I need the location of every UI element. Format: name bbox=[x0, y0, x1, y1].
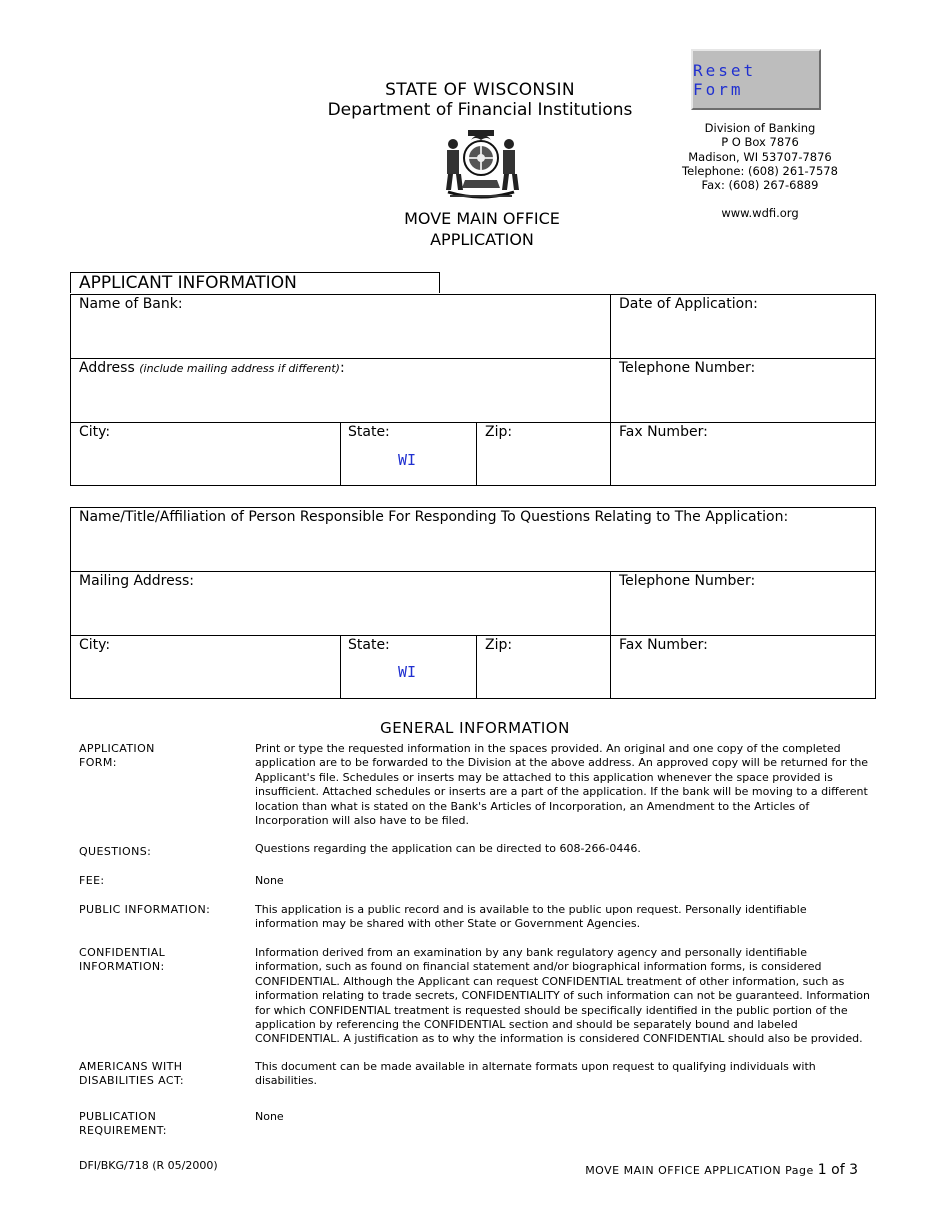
reset-form-button[interactable] bbox=[691, 49, 821, 110]
fax-number-field[interactable]: Fax Number: bbox=[619, 424, 708, 440]
contact-telephone-field[interactable]: Telephone Number: bbox=[619, 573, 756, 589]
website-link[interactable]: www.wdfi.org bbox=[721, 206, 799, 220]
date-of-application-field[interactable]: Date of Application: bbox=[619, 296, 758, 312]
contact-fax: Fax: (608) 267-6889 bbox=[701, 178, 819, 193]
contact-person-table bbox=[70, 507, 876, 699]
divider bbox=[70, 571, 876, 572]
address-note: (include mailing address if different) bbox=[139, 362, 340, 375]
department-title: Department of Financial Institutions bbox=[327, 100, 633, 120]
contact-state-field[interactable]: WI bbox=[398, 663, 417, 681]
telephone-number-field[interactable]: Telephone Number: bbox=[619, 360, 756, 376]
city-line: Madison, WI 53707-7876 bbox=[688, 149, 832, 164]
gi-text-public-information: This application is a public record and is available to the public upon request. Personally identifiable information may be shared with other State or Government Agencies. bbox=[255, 903, 807, 931]
divider bbox=[70, 422, 876, 423]
address-field[interactable] bbox=[79, 360, 345, 376]
po-box: P O Box 7876 bbox=[721, 135, 799, 150]
zip-field[interactable]: Zip: bbox=[485, 424, 513, 440]
divider bbox=[476, 635, 477, 699]
gi-label-fee: FEE: bbox=[79, 874, 105, 887]
gi-text-questions: Questions regarding the application can be directed to 608-266-0446. bbox=[255, 842, 641, 855]
divider bbox=[70, 635, 876, 636]
divider bbox=[610, 294, 611, 486]
contact-fax-field[interactable]: Fax Number: bbox=[619, 637, 708, 653]
contact-block bbox=[660, 121, 860, 192]
general-information-heading: GENERAL INFORMATION bbox=[380, 719, 570, 737]
divider bbox=[340, 422, 341, 486]
divider bbox=[476, 422, 477, 486]
applicant-table bbox=[70, 294, 876, 486]
form-title-line2: APPLICATION bbox=[430, 230, 534, 249]
contact-zip-field[interactable]: Zip: bbox=[485, 637, 513, 653]
state-field[interactable]: WI bbox=[398, 451, 417, 469]
reset-form-label: Reset Form bbox=[693, 60, 757, 99]
gi-label-application-form: APPLICATION FORM: bbox=[79, 742, 155, 769]
state-label: State: bbox=[348, 424, 390, 440]
state-title: STATE OF WISCONSIN bbox=[385, 80, 575, 100]
form-title-line1: MOVE MAIN OFFICE bbox=[404, 209, 560, 228]
page-footer bbox=[500, 1162, 858, 1178]
gi-label-confidential: CONFIDENTIAL INFORMATION: bbox=[79, 946, 166, 973]
gi-label-questions: QUESTIONS: bbox=[79, 845, 152, 858]
form-number: DFI/BKG/718 (R 05/2000) bbox=[79, 1159, 218, 1172]
division-name: Division of Banking bbox=[704, 121, 816, 135]
contact-state-label: State: bbox=[348, 637, 390, 653]
gi-label-ada: AMERICANS WITH DISABILITIES ACT: bbox=[79, 1060, 185, 1087]
city-field[interactable]: City: bbox=[79, 424, 111, 440]
contact-city-field[interactable]: City: bbox=[79, 637, 111, 653]
gi-text-application-form: Print or type the requested information in the spaces provided. An original and one copy of the completed application are to be forwarded to the Division at the above address. An approved copy will be returned for the Applicant's file. Schedules or inserts may be attached to this application whenever the space provided is insufficient. Attached schedules or inserts are a part of the application. If the bank will be moving to a different location than what is stated on the Bank's Articles of Incorporation, an Amendment to the Articles of Incorporation will also have to be filed. bbox=[255, 742, 869, 828]
name-of-bank-field[interactable]: Name of Bank: bbox=[79, 296, 183, 312]
gi-label-public-information: PUBLIC INFORMATION: bbox=[79, 903, 211, 916]
divider bbox=[610, 571, 611, 699]
address-colon: : bbox=[339, 360, 345, 376]
page-number: 1 of 3 bbox=[817, 1162, 858, 1178]
gi-label-publication: PUBLICATION REQUIREMENT: bbox=[79, 1110, 167, 1137]
address-label: Address bbox=[79, 360, 135, 376]
mailing-address-field[interactable]: Mailing Address: bbox=[79, 573, 195, 589]
gi-text-confidential: Information derived from an examination by any bank regulatory agency and personally identifiable information, such as found on financial statement and/or biographical information forms, is considered CONFIDENTIAL. Although the Applicant can request CONFIDENTIAL treatment of other information, such as information relating to trade secrets, CONFIDENTIALITY of such information can not be guaranteed. Information for which CONFIDENTIAL treatment is requested should be specifically identified in the public portion of the application by referencing the CONFIDENTIAL section and should be separately bound and labeled CONFIDENTIAL. A justification as to why the information is considered CONFIDENTIAL should also be provided. bbox=[255, 946, 870, 1046]
footer-doc-name: MOVE MAIN OFFICE APPLICATION Page bbox=[585, 1164, 818, 1177]
divider bbox=[70, 358, 876, 359]
divider bbox=[340, 635, 341, 699]
responsible-person-field[interactable]: Name/Title/Affiliation of Person Responsible For Responding To Questions Relating to The Application: bbox=[79, 509, 789, 525]
contact-telephone: Telephone: (608) 261-7578 bbox=[682, 163, 838, 178]
gi-text-fee: None bbox=[255, 874, 284, 887]
applicant-section-title: APPLICANT INFORMATION bbox=[70, 272, 440, 293]
wisconsin-seal-icon bbox=[438, 128, 524, 202]
gi-text-ada: This document can be made available in alternate formats upon request to qualifying individuals with disabilities. bbox=[255, 1060, 816, 1088]
gi-text-publication: None bbox=[255, 1110, 284, 1123]
